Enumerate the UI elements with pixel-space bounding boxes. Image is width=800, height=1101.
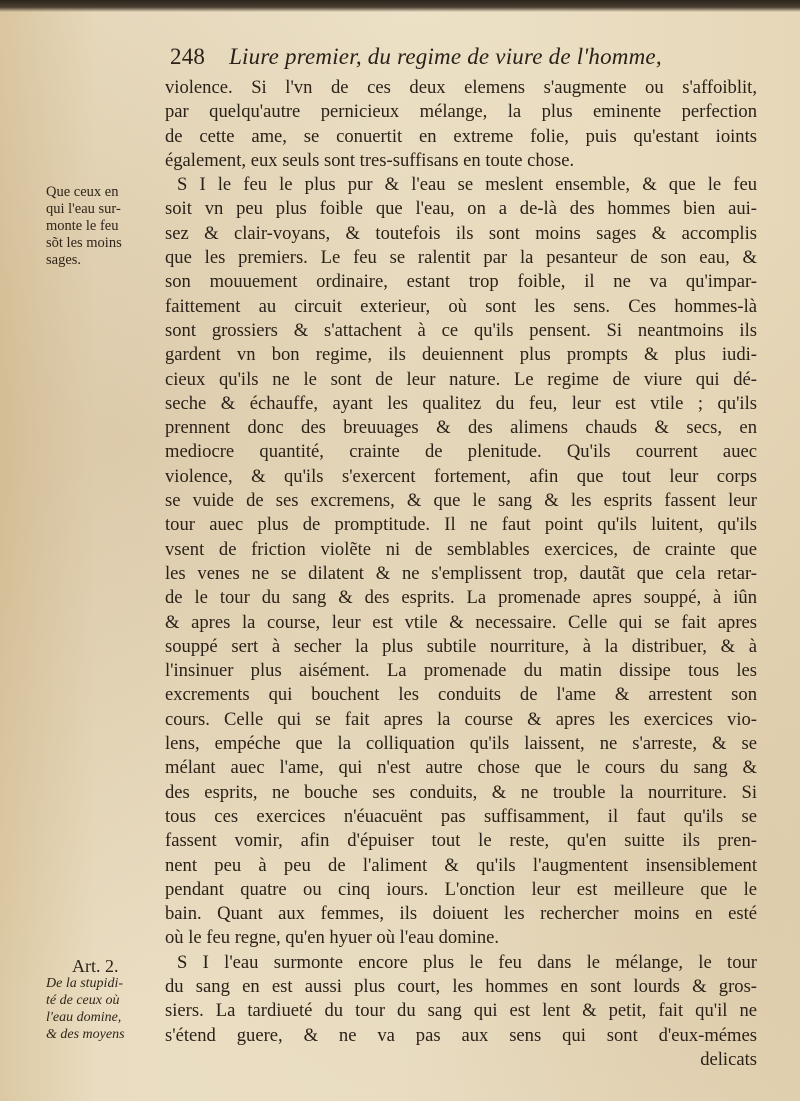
margin-note-line: qui l'eau sur- [46, 201, 121, 217]
text-line: par quelqu'autre pernicieux mélange, la plus eminente perfection [165, 101, 757, 123]
text-line: cours. Celle qui se fait apres la course & apres les exercices vio- [165, 708, 757, 730]
text-line: soit vn peu plus foible que l'eau, on a de-là des hommes bien aui- [165, 198, 757, 220]
text-line: violence. Si l'vn de ces deux elemens s'augmente ou s'affoiblit, [165, 77, 757, 98]
page-number: 248 [170, 44, 206, 69]
text-line: lens, empéche que la colliquation qu'ils laissent, ne s'arreste, & se [165, 733, 757, 755]
text-line: & apres la course, leur est vtile & necessaire. Celle qui se fait apres [165, 611, 757, 633]
text-line: prennent donc des breuuages & des alimens chauds & secs, en [165, 417, 757, 439]
text-line: tour auec plus de promptitude. Il ne faut point qu'ils luitent, qu'ils [165, 514, 757, 536]
text-line: mediocre quantité, crainte de plenitude. Qu'ils courrent auec [165, 441, 757, 463]
text-line: tous ces exercices n'éuacuënt pas suffisamment, il faut qu'ils se [165, 805, 757, 827]
text-line: mélant auec l'ame, qui n'est autre chose que le cours du sang & [165, 757, 757, 779]
text-line: S I l'eau surmonte encore plus le feu dans le mélange, le tour [177, 951, 757, 973]
text-line: faittement au circuit exterieur, où sont les sens. Ces hommes-là [165, 295, 757, 317]
margin-note-line: & des moyens [46, 1027, 125, 1042]
margin-note-line: sages. [46, 252, 82, 268]
text-line: également, eux seuls sont tres-suffisans en toute chose. [165, 149, 575, 171]
text-line: se vuide de ses excremens, & que le sang & les esprits fassent leur [165, 490, 757, 512]
margin-note-line: l'eau domine, [46, 1010, 122, 1025]
text-line: de cette ame, se conuertit en extreme folie, puis qu'estant ioints [165, 125, 757, 147]
margin-note-2 [46, 958, 162, 1043]
text-line: siers. La tardiueté du tour du sang qui est lent & petit, fait qu'il ne [165, 1000, 757, 1022]
text-line: du sang en est aussi plus court, les hommes en sont lourds & gros- [165, 975, 757, 997]
text-line: sont grossiers & s'attachent à ce qu'ils pensent. Si neantmoins ils [165, 319, 757, 341]
text-line: violence, & qu'ils s'exercent fortement, afin que tout leur corps [165, 465, 757, 487]
text-line: fassent vomir, afin d'épuiser tout le reste, qu'en suitte ils pren- [165, 830, 757, 852]
paragraph-2 [165, 173, 757, 951]
text-line: bain. Quant aux femmes, ils doiuent les rechercher moins en esté [165, 903, 757, 925]
main-text [165, 76, 757, 1072]
margin-note-line: De la stupidi- [46, 976, 123, 991]
running-title: Liure premier, du regime de viure de l'homme, [229, 44, 662, 69]
text-line: cieux qu'ils ne le sont de leur nature. Le regime de viure qui dé- [165, 368, 757, 390]
text-line: sez & clair-voyans, & toutefois ils sont moins sages & accomplis [165, 222, 757, 244]
margin-note-line: Que ceux en [46, 184, 119, 200]
text-line: son mouuement ordinaire, estant trop foible, il ne va qu'impar- [165, 271, 757, 293]
margin-note-1 [46, 184, 162, 269]
text-line: les venes ne se dilatent & ne s'emplissent trop, dautãt que cela retar- [165, 562, 757, 584]
paragraph-3 [165, 951, 757, 1072]
text-line: gardent vn bon regime, ils deuiennent plus prompts & plus iudi- [165, 344, 757, 366]
text-line: des esprits, ne bouche ses conduits, & ne trouble la nourriture. Si [165, 781, 757, 803]
text-line: pendant quatre ou cinq iours. L'onction leur est meilleure que le [165, 878, 757, 900]
text-line: où le feu regne, qu'en hyuer où l'eau domine. [165, 927, 500, 949]
margin-note-line: sõt les moins [46, 235, 122, 251]
text-line: s'étend guere, & ne va pas aux sens qui sont d'eux-mémes [165, 1024, 757, 1046]
text-line: nent peu à peu de l'aliment & qu'ils l'augmentent insensiblement [165, 854, 757, 876]
text-line: de le tour du sang & des esprits. La promenade apres souppé, à iûn [165, 587, 757, 609]
text-line: souppé sert à secher la plus subtile nourriture, à la distribuer, & à [165, 635, 757, 657]
page-top-edge [0, 0, 800, 12]
text-line: excrements qui bouchent les conduits de l'ame & arrestent son [165, 684, 757, 706]
paragraph-1 [165, 76, 757, 173]
text-line: l'insinuer plus aisément. La promenade du matin dissipe tous les [165, 660, 757, 682]
catchword: delicats [700, 1048, 757, 1070]
text-line: vsent de friction violẽte ni de semblables exercices, de crainte que [165, 538, 757, 560]
margin-note-line: té de ceux où [46, 993, 120, 1008]
text-line: seche & échauffe, ayant les qualitez du feu, leur est vtile ; qu'ils [165, 392, 757, 414]
margin-note-line: monte le feu [46, 218, 119, 234]
page-header [170, 44, 770, 70]
article-label: Art. 2. [72, 958, 119, 975]
text-line: que les premiers. Le feu se ralentit par la pesanteur de son eau, & [165, 247, 757, 269]
text-line: S I le feu le plus pur & l'eau se meslent ensemble, & que le feu [177, 174, 757, 196]
